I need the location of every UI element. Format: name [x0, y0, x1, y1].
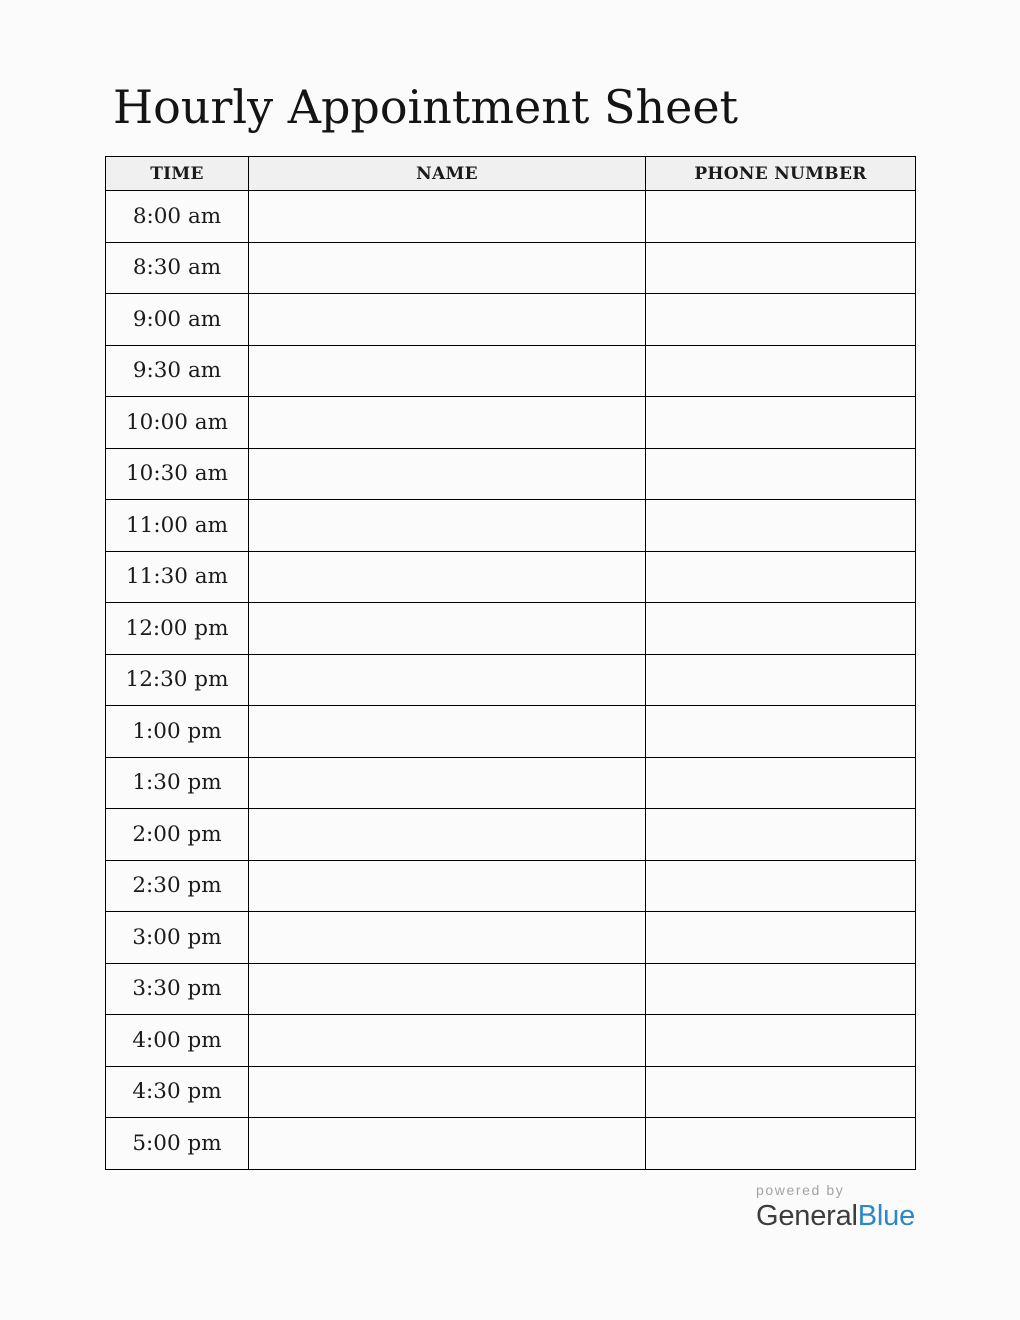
powered-by-label: powered by [756, 1182, 845, 1198]
table-row [106, 500, 916, 552]
brand-blue-text: Blue [857, 1200, 916, 1233]
table-row [106, 191, 916, 243]
table-row [106, 242, 916, 294]
table-row [106, 1015, 916, 1067]
phone-cell [646, 809, 916, 861]
name-cell [249, 809, 646, 861]
time-cell: 5:00 pm [106, 1118, 249, 1170]
phone-cell [646, 912, 916, 964]
phone-cell [646, 1118, 916, 1170]
phone-cell [646, 500, 916, 552]
table-row [106, 706, 916, 758]
table-row [106, 912, 916, 964]
phone-cell [646, 242, 916, 294]
phone-cell [646, 345, 916, 397]
phone-cell [646, 757, 916, 809]
table-row [106, 345, 916, 397]
table-row [106, 551, 916, 603]
name-cell [249, 1015, 646, 1067]
table-row [106, 1118, 916, 1170]
table-row [106, 757, 916, 809]
time-cell: 10:00 am [106, 397, 249, 449]
name-cell [249, 603, 646, 655]
brand-general-text: General [756, 1200, 858, 1233]
header-time: TIME [106, 157, 249, 191]
table-row [106, 860, 916, 912]
time-cell: 2:30 pm [106, 860, 249, 912]
time-cell: 8:30 am [106, 242, 249, 294]
name-cell [249, 912, 646, 964]
name-cell [249, 963, 646, 1015]
phone-cell [646, 191, 916, 243]
name-cell [249, 1118, 646, 1170]
phone-cell [646, 397, 916, 449]
time-cell: 10:30 am [106, 448, 249, 500]
phone-cell [646, 1015, 916, 1067]
time-cell: 9:30 am [106, 345, 249, 397]
table-row [106, 654, 916, 706]
name-cell [249, 294, 646, 346]
time-cell: 11:00 am [106, 500, 249, 552]
time-cell: 2:00 pm [106, 809, 249, 861]
name-cell [249, 345, 646, 397]
time-cell: 3:00 pm [106, 912, 249, 964]
name-cell [249, 191, 646, 243]
name-cell [249, 1066, 646, 1118]
appointment-table [105, 156, 916, 1170]
name-cell [249, 551, 646, 603]
phone-cell [646, 963, 916, 1015]
table-header-row [106, 157, 916, 191]
name-cell [249, 242, 646, 294]
table-row [106, 963, 916, 1015]
generalblue-logo [756, 1201, 915, 1233]
time-cell: 12:00 pm [106, 603, 249, 655]
time-cell: 9:00 am [106, 294, 249, 346]
name-cell [249, 448, 646, 500]
time-cell: 11:30 am [106, 551, 249, 603]
time-cell: 1:00 pm [106, 706, 249, 758]
table-row [106, 448, 916, 500]
phone-cell [646, 448, 916, 500]
name-cell [249, 500, 646, 552]
time-cell: 12:30 pm [106, 654, 249, 706]
table-row [106, 294, 916, 346]
table-row [106, 603, 916, 655]
table-row [106, 809, 916, 861]
phone-cell [646, 294, 916, 346]
phone-cell [646, 654, 916, 706]
phone-cell [646, 551, 916, 603]
time-cell: 1:30 pm [106, 757, 249, 809]
name-cell [249, 860, 646, 912]
phone-cell [646, 860, 916, 912]
page-title: Hourly Appointment Sheet [113, 80, 739, 134]
time-cell: 3:30 pm [106, 963, 249, 1015]
table-row [106, 1066, 916, 1118]
phone-cell [646, 706, 916, 758]
phone-cell [646, 603, 916, 655]
time-cell: 8:00 am [106, 191, 249, 243]
header-phone-number: PHONE NUMBER [646, 157, 916, 191]
name-cell [249, 397, 646, 449]
name-cell [249, 757, 646, 809]
name-cell [249, 706, 646, 758]
time-cell: 4:00 pm [106, 1015, 249, 1067]
phone-cell [646, 1066, 916, 1118]
header-name: NAME [249, 157, 646, 191]
brand-footer [756, 1183, 915, 1233]
time-cell: 4:30 pm [106, 1066, 249, 1118]
table-row [106, 397, 916, 449]
name-cell [249, 654, 646, 706]
